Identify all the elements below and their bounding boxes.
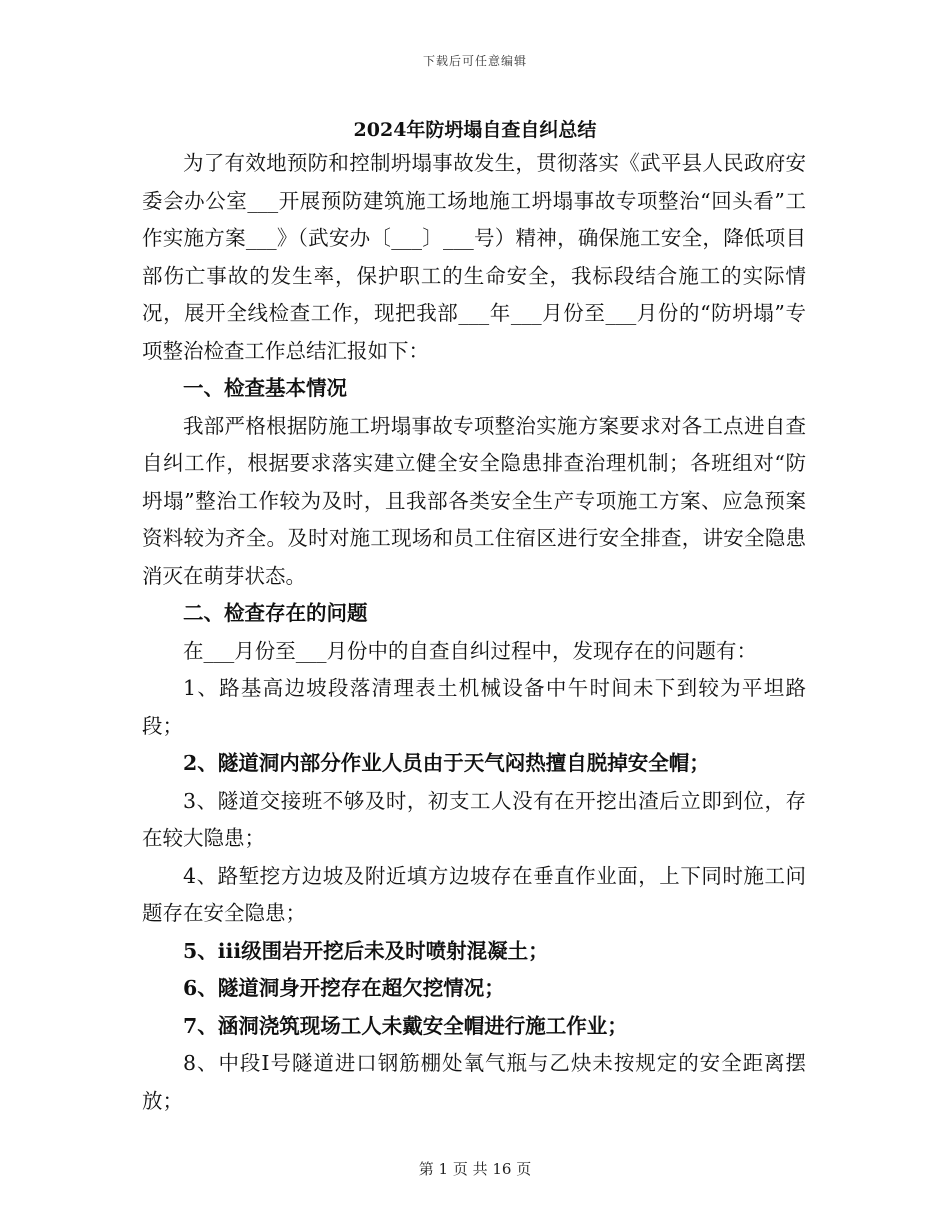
section-1-paragraph: 我部严格根据防施工坍塌事故专项整治实施方案要求对各工点进自查自纠工作，根据要求落实建立健全安全隐患排查治理机制；各班组对“防坍塌”整治工作较为及时，且我部各类安全生产专项施工方案、应急预案资料较为齐全。及时对施工现场和员工住宿区进行安全排查，讲安全隐患消灭在萌芽状态。	[142, 413, 806, 588]
issue-item-4: 4、路堑挖方边坡及附近填方边坡存在垂直作业面，上下同时施工问题存在安全隐患；	[142, 863, 806, 925]
issue-item-5: 5、iii级围岩开挖后未及时喷射混凝土；	[183, 938, 549, 963]
issue-item-8: 8、中段Ⅰ号隧道进口钢筋棚处氧气瓶与乙炔未按规定的安全距离摆放；	[142, 1051, 806, 1113]
section-2-intro: 在___月份至___月份中的自查自纠过程中，发现存在的问题有：	[183, 638, 757, 663]
document-title: 2024年防坍塌自查自纠总结	[353, 119, 597, 141]
section-heading-1: 一、检查基本情况	[183, 376, 347, 400]
issue-item-6: 6、隧道洞身开挖存在超欠挖情况；	[183, 976, 505, 1000]
issue-item-2: 2、隧道洞内部分作业人员由于天气闷热擅自脱掉安全帽；	[183, 751, 710, 775]
intro-paragraph: 为了有效地预防和控制坍塌事故发生，贯彻落实《武平县人民政府安委会办公室___开展预防建筑施工场地施工坍塌事故专项整治“回头看”工作实施方案___》（武安办〔___〕___号）精神，确保施工安全，降低项目部伤亡事故的发生率，保护职工的生命安全，我标段结合施工的实际情况，展开全线检查工作，现把我部___年___月份至___月份的“防坍塌”专项整治检查工作总结汇报如下：	[142, 151, 806, 363]
document-body	[142, 145, 806, 1120]
header-note: 下载后可任意编辑	[422, 54, 527, 68]
issue-item-3: 3、隧道交接班不够及时，初支工人没有在开挖出渣后立即到位，存在较大隐患；	[142, 788, 806, 850]
issue-item-7: 7、涵洞浇筑现场工人未戴安全帽进行施工作业；	[183, 1013, 628, 1038]
page-number: 第 1 页 共 16 页	[418, 1160, 532, 1178]
issue-item-1: 1、路基高边坡段落清理表土机械设备中午时间未下到较为平坦路段；	[142, 676, 806, 738]
section-heading-2: 二、检查存在的问题	[183, 601, 368, 625]
